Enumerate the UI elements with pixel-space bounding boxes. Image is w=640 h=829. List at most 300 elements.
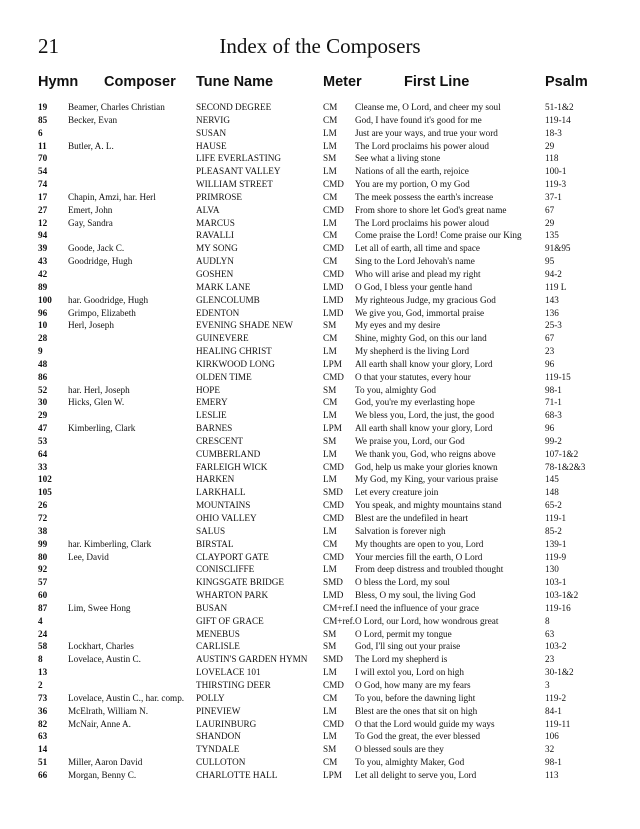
- meter: CM: [323, 114, 338, 125]
- tune-name: BUSAN: [196, 602, 228, 613]
- table-row: [0, 653, 640, 666]
- tune-name: OLDEN TIME: [196, 371, 252, 382]
- meter: SM: [323, 153, 337, 164]
- composer: Lovelace, Austin C.: [68, 654, 141, 665]
- hymn-number: 85: [38, 114, 48, 125]
- page-number: 21: [38, 34, 59, 58]
- hymn-number: 53: [38, 435, 48, 446]
- composer: Butler, A. L.: [68, 140, 114, 151]
- hymn-number: 29: [38, 410, 48, 421]
- composer: McNair, Anne A.: [68, 718, 131, 729]
- meter: SMD: [323, 654, 343, 665]
- tune-name: HAUSE: [196, 140, 227, 151]
- first-line: The meek possess the earth's increase: [355, 191, 494, 202]
- hymn-number: 12: [38, 217, 48, 228]
- table-row: [0, 640, 640, 653]
- tune-name: PRIMROSE: [196, 191, 242, 202]
- table-row: [0, 628, 640, 641]
- composer: Chapin, Amzi, har. Herl: [68, 191, 156, 202]
- first-line: O Lord, permit my tongue: [355, 628, 452, 639]
- first-line: God, you're my everlasting hope: [355, 397, 475, 408]
- first-line: From shore to shore let God's great name: [355, 204, 507, 215]
- psalm: 148: [545, 487, 559, 498]
- psalm: 25-3: [545, 320, 562, 331]
- psalm: 23: [545, 654, 555, 665]
- meter: SM: [323, 435, 337, 446]
- table-row: [0, 229, 640, 242]
- psalm: 119-2: [545, 692, 567, 703]
- psalm: 136: [545, 307, 559, 318]
- first-line: Salvation is forever nigh: [355, 525, 446, 536]
- meter: CM: [323, 256, 338, 267]
- table-row: [0, 319, 640, 332]
- meter: SM: [323, 744, 337, 755]
- psalm: 98-1: [545, 384, 562, 395]
- psalm: 100-1: [545, 166, 567, 177]
- hymn-number: 60: [38, 590, 48, 601]
- meter: LM: [323, 667, 337, 678]
- table-row: [0, 396, 640, 409]
- hymn-number: 94: [38, 230, 48, 241]
- tune-name: MARCUS: [196, 217, 235, 228]
- table-row: [0, 409, 640, 422]
- psalm: 68-3: [545, 410, 562, 421]
- psalm: 119-11: [545, 718, 571, 729]
- tune-name: GOSHEN: [196, 268, 234, 279]
- first-line: Shine, mighty God, on this our land: [355, 333, 487, 344]
- tune-name: SHANDON: [196, 731, 241, 742]
- first-line: O bless the Lord, my soul: [355, 577, 450, 588]
- hymn-number: 54: [38, 166, 48, 177]
- table-row: [0, 461, 640, 474]
- first-line: I need the influence of your grace: [355, 602, 479, 613]
- composer: Lee, David: [68, 551, 109, 562]
- first-line: O God, how many are my fears: [355, 679, 471, 690]
- first-line: Your mercies fill the earth, O Lord: [355, 551, 483, 562]
- first-line: Let every creature join: [355, 487, 439, 498]
- header-hymn: Hymn: [38, 74, 79, 90]
- psalm: 85-2: [545, 525, 562, 536]
- tune-name: CUMBERLAND: [196, 448, 261, 459]
- tune-name: CLAYPORT GATE: [196, 551, 269, 562]
- composer: Emert, John: [68, 204, 113, 215]
- composer: Beamer, Charles Christian: [68, 102, 165, 112]
- hymn-number: 57: [38, 577, 48, 588]
- meter: LM: [323, 731, 337, 742]
- tune-name: KIRKWOOD LONG: [196, 358, 275, 369]
- hymn-number: 43: [38, 256, 48, 267]
- psalm: 30-1&2: [545, 667, 574, 678]
- first-line: Let all delight to serve you, Lord: [355, 769, 477, 780]
- composer: Miller, Aaron David: [68, 757, 143, 768]
- hymn-number: 48: [38, 358, 48, 369]
- table-row: [0, 178, 640, 191]
- hymn-number: 58: [38, 641, 48, 652]
- table-row: [0, 204, 640, 217]
- tune-name: CARLISLE: [196, 641, 240, 652]
- hymn-number: 8: [38, 654, 43, 665]
- hymn-number: 27: [38, 204, 48, 215]
- hymn-number: 47: [38, 423, 48, 434]
- table-row: [0, 525, 640, 538]
- psalm: 103-1: [545, 577, 567, 588]
- first-line: O Lord, our Lord, how wondrous great: [355, 615, 499, 626]
- hymn-number: 28: [38, 333, 48, 344]
- psalm: 84-1: [545, 705, 562, 716]
- psalm: 103-1&2: [545, 590, 579, 601]
- hymn-number: 17: [38, 191, 48, 202]
- hymn-number: 6: [38, 127, 43, 138]
- table-row: [0, 242, 640, 255]
- table-row: [0, 307, 640, 320]
- first-line: O that the Lord would guide my ways: [355, 718, 495, 729]
- meter: CMD: [323, 243, 344, 254]
- hymn-number: 14: [38, 744, 48, 755]
- tune-name: RAVALLI: [196, 230, 234, 241]
- meter: LM: [323, 448, 337, 459]
- first-line: You are my portion, O my God: [355, 179, 470, 190]
- header-first-line: First Line: [404, 74, 470, 90]
- meter: CM: [323, 333, 338, 344]
- tune-name: LESLIE: [196, 410, 227, 421]
- table-row: [0, 615, 640, 628]
- first-line: We give you, God, immortal praise: [355, 307, 485, 318]
- first-line: You speak, and mighty mountains stand: [355, 500, 502, 511]
- table-row: [0, 371, 640, 384]
- page-title: Index of the Composers: [219, 34, 421, 58]
- tune-name: SALUS: [196, 525, 226, 536]
- tune-name: MY SONG: [196, 243, 238, 254]
- first-line: See what a living stone: [355, 153, 441, 164]
- table-row: [0, 127, 640, 140]
- psalm: 119-16: [545, 602, 571, 613]
- tune-name: HARKEN: [196, 474, 235, 485]
- composer: Gay, Sandra: [68, 217, 113, 228]
- table-row: [0, 345, 640, 358]
- meter: LM: [323, 127, 337, 138]
- first-line: My eyes and my desire: [355, 320, 441, 331]
- table-row: [0, 602, 640, 615]
- hymn-number: 105: [38, 487, 52, 498]
- meter: LM: [323, 346, 337, 357]
- meter: CMD: [323, 513, 344, 523]
- hymn-number: 80: [38, 551, 48, 562]
- composer: McElrath, William N.: [68, 705, 149, 716]
- meter: CM: [323, 191, 338, 202]
- composer: har. Herl, Joseph: [68, 384, 130, 395]
- composer: har. Goodridge, Hugh: [68, 294, 149, 305]
- meter: SMD: [323, 487, 343, 498]
- meter: CM: [323, 757, 338, 768]
- psalm: 119-1: [545, 513, 567, 523]
- tune-name: TYNDALE: [196, 744, 240, 755]
- first-line: To you, before the dawning light: [355, 692, 476, 703]
- meter: CM: [323, 102, 338, 112]
- first-line: All earth shall know your glory, Lord: [355, 358, 493, 369]
- meter: CMD: [323, 500, 344, 511]
- psalm: 78-1&2&3: [545, 461, 586, 472]
- tune-name: CRESCENT: [196, 435, 243, 446]
- meter: LPM: [323, 358, 342, 369]
- table-row: [0, 730, 640, 743]
- table-row: [0, 435, 640, 448]
- psalm: 96: [545, 358, 555, 369]
- psalm: 143: [545, 294, 559, 305]
- tune-name: OHIO VALLEY: [196, 513, 257, 523]
- hymn-number: 92: [38, 564, 48, 575]
- composer: Herl, Joseph: [68, 320, 114, 331]
- table-row: [0, 756, 640, 769]
- tune-name: HEALING CHRIST: [196, 346, 272, 357]
- tune-name: KINGSGATE BRIDGE: [196, 577, 285, 588]
- meter: CMD: [323, 371, 344, 382]
- meter: CM: [323, 538, 338, 549]
- hymn-number: 86: [38, 371, 48, 382]
- hymn-number: 87: [38, 602, 48, 613]
- psalm: 135: [545, 230, 559, 241]
- psalm: 139-1: [545, 538, 567, 549]
- first-line: To God the great, the ever blessed: [355, 731, 481, 742]
- tune-name: PINEVIEW: [196, 705, 241, 716]
- first-line: We thank you, God, who reigns above: [355, 448, 496, 459]
- first-line: God, I'll sing out your praise: [355, 641, 461, 652]
- first-line: We praise you, Lord, our God: [355, 435, 465, 446]
- first-line: The Lord proclaims his power aloud: [355, 140, 489, 151]
- psalm: 119-14: [545, 114, 571, 125]
- tune-name: AUDLYN: [196, 256, 234, 267]
- meter: CM+ref.: [323, 602, 355, 613]
- meter: CMD: [323, 461, 344, 472]
- psalm: 29: [545, 217, 555, 228]
- meter: CM: [323, 230, 338, 241]
- hymn-number: 39: [38, 243, 48, 254]
- psalm: 63: [545, 628, 555, 639]
- table-row: [0, 191, 640, 204]
- table-row: [0, 294, 640, 307]
- tune-name: AUSTIN'S GARDEN HYMN: [196, 654, 308, 665]
- table-row: [0, 718, 640, 731]
- table-row: [0, 589, 640, 602]
- hymn-number: 66: [38, 769, 48, 780]
- first-line: O blessed souls are they: [355, 744, 444, 755]
- hymn-number: 42: [38, 268, 48, 279]
- psalm: 106: [545, 731, 559, 742]
- first-line: My God, my King, your various praise: [355, 474, 498, 485]
- composer: Lovelace, Austin C., har. comp.: [68, 692, 185, 703]
- table-row: [0, 384, 640, 397]
- hymn-number: 26: [38, 500, 48, 511]
- table-row: [0, 165, 640, 178]
- header-tune-name: Tune Name: [196, 74, 274, 90]
- tune-name: WILLIAM STREET: [196, 179, 273, 190]
- psalm: 118: [545, 153, 559, 164]
- meter: CM+ref.: [323, 615, 355, 626]
- first-line: My shepherd is the living Lord: [355, 346, 470, 357]
- first-line: To you, almighty God: [355, 384, 437, 395]
- tune-name: GUINEVERE: [196, 333, 249, 344]
- index-table: [0, 101, 640, 782]
- tune-name: CONISCLIFFE: [196, 564, 255, 575]
- table-row: [0, 268, 640, 281]
- hymn-number: 52: [38, 384, 48, 395]
- psalm: 91&95: [545, 243, 571, 254]
- first-line: I will extol you, Lord on high: [355, 667, 464, 678]
- psalm: 107-1&2: [545, 448, 579, 459]
- first-line: Who will arise and plead my right: [355, 268, 481, 279]
- tune-name: MENEBUS: [196, 628, 240, 639]
- meter: LPM: [323, 769, 342, 780]
- tune-name: LOVELACE 101: [196, 667, 261, 678]
- tune-name: MARK LANE: [196, 281, 251, 292]
- composer: har. Kimberling, Clark: [68, 538, 152, 549]
- psalm: 119-3: [545, 179, 567, 190]
- psalm: 113: [545, 769, 559, 780]
- tune-name: PLEASANT VALLEY: [196, 166, 281, 177]
- composer: Goodridge, Hugh: [68, 256, 133, 267]
- meter: LM: [323, 525, 337, 536]
- hymn-number: 9: [38, 346, 43, 357]
- tune-name: MOUNTAINS: [196, 500, 251, 511]
- hymn-number: 51: [38, 757, 48, 768]
- psalm: 67: [545, 204, 555, 215]
- first-line: O God, I bless your gentle hand: [355, 281, 473, 292]
- table-row: [0, 332, 640, 345]
- tune-name: LAURINBURG: [196, 718, 257, 729]
- table-row: [0, 422, 640, 435]
- meter: CMD: [323, 179, 344, 190]
- meter: LM: [323, 410, 337, 421]
- psalm: 94-2: [545, 268, 562, 279]
- table-row: [0, 217, 640, 230]
- tune-name: BARNES: [196, 423, 233, 434]
- tune-name: HOPE: [196, 384, 220, 395]
- hymn-number: 96: [38, 307, 48, 318]
- hymn-number: 13: [38, 667, 48, 678]
- psalm: 119-9: [545, 551, 567, 562]
- table-row: [0, 551, 640, 564]
- psalm: 98-1: [545, 757, 562, 768]
- composer: Becker, Evan: [68, 114, 118, 125]
- composer: Morgan, Benny C.: [68, 769, 137, 780]
- hymn-number: 102: [38, 474, 52, 485]
- table-row: [0, 358, 640, 371]
- hymn-number: 72: [38, 513, 48, 523]
- table-row: [0, 101, 640, 114]
- meter: SM: [323, 641, 337, 652]
- psalm: 130: [545, 564, 559, 575]
- table-row: [0, 152, 640, 165]
- psalm: 32: [545, 744, 555, 755]
- table-row: [0, 448, 640, 461]
- psalm: 119-15: [545, 371, 571, 382]
- hymn-number: 64: [38, 448, 48, 459]
- hymn-number: 30: [38, 397, 48, 408]
- meter: CM: [323, 397, 338, 408]
- table-row: [0, 512, 640, 525]
- header-composer: Composer: [104, 74, 176, 90]
- meter: LMD: [323, 590, 344, 601]
- tune-name: ALVA: [196, 204, 220, 215]
- tune-name: FARLEIGH WICK: [196, 461, 268, 472]
- first-line: My thoughts are open to you, Lord: [355, 538, 484, 549]
- psalm: 99-2: [545, 435, 562, 446]
- composer: Goode, Jack C.: [68, 243, 125, 254]
- psalm: 3: [545, 679, 550, 690]
- composer: Grimpo, Elizabeth: [68, 307, 136, 318]
- psalm: 37-1: [545, 191, 562, 202]
- hymn-number: 73: [38, 692, 48, 703]
- tune-name: BIRSTAL: [196, 538, 234, 549]
- tune-name: WHARTON PARK: [196, 590, 269, 601]
- composer: Lim, Swee Hong: [68, 602, 131, 613]
- meter: LM: [323, 217, 337, 228]
- meter: LM: [323, 140, 337, 151]
- first-line: The Lord my shepherd is: [355, 654, 448, 665]
- hymn-number: 99: [38, 538, 48, 549]
- meter: LM: [323, 474, 337, 485]
- psalm: 23: [545, 346, 555, 357]
- hymn-number: 74: [38, 179, 48, 190]
- header-psalm: Psalm: [545, 74, 588, 90]
- table-row: [0, 563, 640, 576]
- first-line: Cleanse me, O Lord, and cheer my soul: [355, 102, 501, 112]
- hymn-number: 89: [38, 281, 48, 292]
- composer: Lockhart, Charles: [68, 641, 134, 652]
- table-row: [0, 666, 640, 679]
- table-row: [0, 743, 640, 756]
- meter: LM: [323, 705, 337, 716]
- psalm: 119 L: [545, 281, 567, 292]
- psalm: 29: [545, 140, 555, 151]
- first-line: God, I have found it's good for me: [355, 114, 482, 125]
- meter: SM: [323, 320, 337, 331]
- tune-name: POLLY: [196, 692, 225, 703]
- composer: Hicks, Glen W.: [68, 397, 125, 408]
- table-row: [0, 114, 640, 127]
- header-meter: Meter: [323, 74, 362, 90]
- tune-name: THIRSTING DEER: [196, 679, 271, 690]
- tune-name: CHARLOTTE HALL: [196, 769, 278, 780]
- psalm: 67: [545, 333, 555, 344]
- tune-name: LIFE EVERLASTING: [196, 153, 281, 164]
- hymn-number: 38: [38, 525, 48, 536]
- hymn-number: 63: [38, 731, 48, 742]
- table-row: [0, 255, 640, 268]
- tune-name: EMERY: [196, 397, 228, 408]
- hymn-number: 4: [38, 615, 43, 626]
- first-line: To you, almighty Maker, God: [355, 757, 465, 768]
- meter: SM: [323, 384, 337, 395]
- table-row: [0, 281, 640, 294]
- psalm: 51-1&2: [545, 102, 574, 112]
- table-row: [0, 538, 640, 551]
- hymn-number: 82: [38, 718, 48, 729]
- meter: LM: [323, 564, 337, 575]
- hymn-number: 19: [38, 102, 48, 112]
- meter: SMD: [323, 577, 343, 588]
- first-line: We bless you, Lord, the just, the good: [355, 410, 495, 421]
- hymn-number: 36: [38, 705, 48, 716]
- tune-name: CULLOTON: [196, 757, 246, 768]
- meter: CMD: [323, 204, 344, 215]
- meter: LMD: [323, 307, 344, 318]
- composer: Kimberling, Clark: [68, 423, 136, 434]
- first-line: Blest are the undefiled in heart: [355, 513, 469, 523]
- first-line: God, help us make your glories known: [355, 461, 498, 472]
- meter: CMD: [323, 679, 344, 690]
- table-row: [0, 692, 640, 705]
- first-line: Let all of earth, all time and space: [355, 243, 480, 254]
